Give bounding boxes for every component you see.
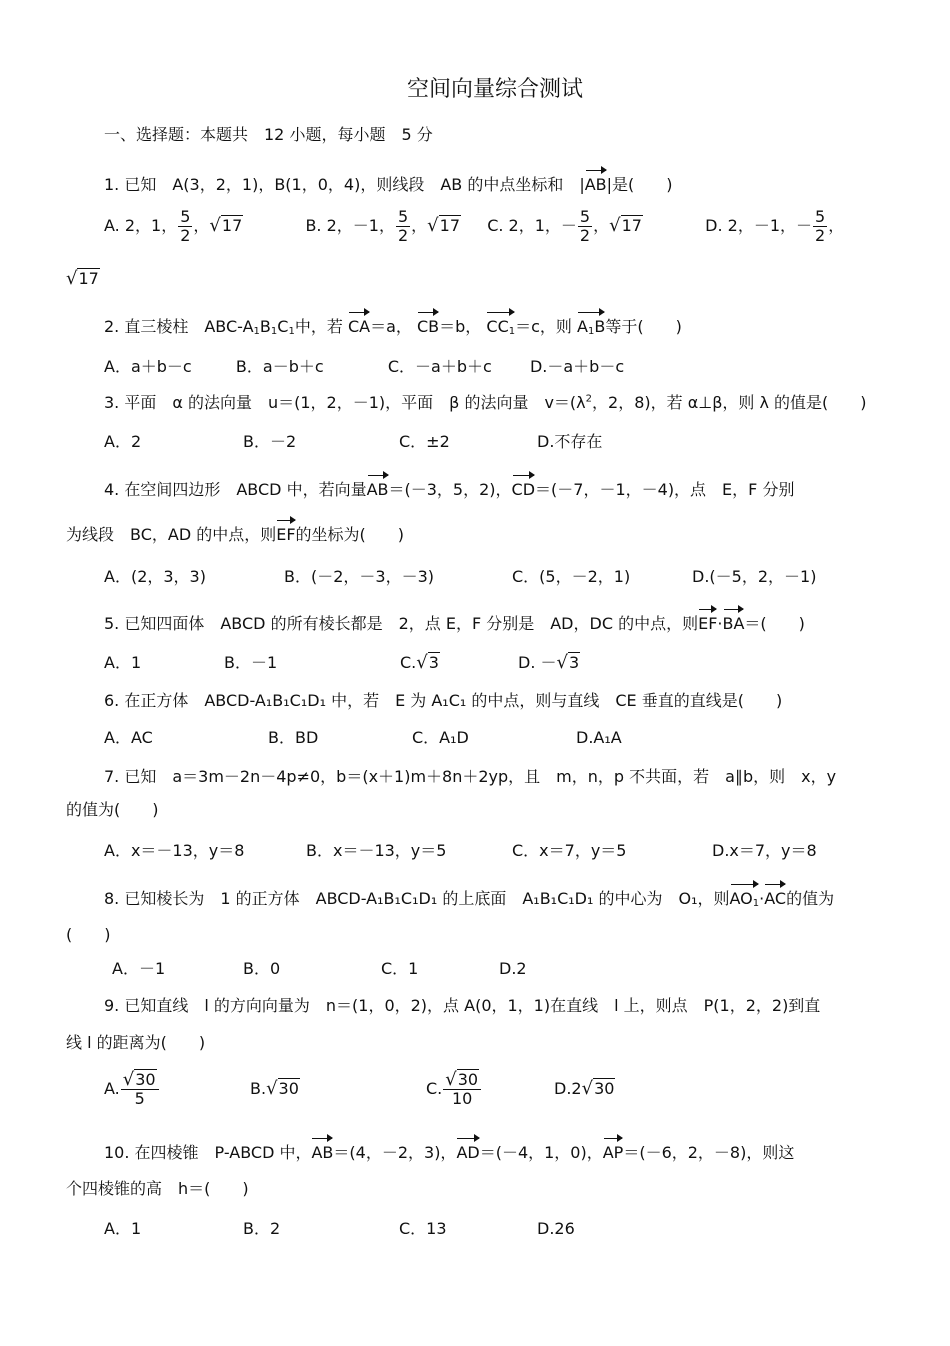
question-2: 2. 直三棱柱 ABC-$A_1B_1C_1$中，若 CA＝a， CB＝b， $CC_1=c$，则 $A_1B$等于( )	[104, 317, 682, 337]
q8-options	[112, 956, 527, 979]
q10-option-d[interactable]: D.26	[537, 1219, 575, 1238]
q7-option-d[interactable]: D.x＝7，y＝8	[712, 841, 817, 860]
q10-options	[104, 1216, 575, 1239]
q4-option-d[interactable]: D.(－5，2，－1)	[692, 567, 817, 586]
question-10: 10. 在四棱锥 P-ABCD 中，AB＝(4，－2，3)，AD＝(－4，1，0)，AP＝(－6，2，－8)，则这	[104, 1143, 795, 1162]
q2-option-b[interactable]: B．a－b＋c	[235, 357, 324, 376]
q4-option-b[interactable]: B．(－2，－3，－3)	[284, 567, 435, 586]
page-title: 空间向量综合测试	[406, 77, 583, 102]
q7-option-c[interactable]: C．x＝7，y＝5	[512, 841, 627, 860]
q2-option-c[interactable]: C．－a＋b＋c	[387, 357, 492, 376]
q10-option-a[interactable]: A．1	[104, 1219, 142, 1238]
q9-option-c[interactable]: C. $\frac{√30}{10}$	[426, 1071, 554, 1108]
question-10-cont: 个四棱锥的高 h＝( )	[66, 1179, 249, 1198]
question-3: 3. 平面 α 的法向量 u＝(1，2，－1)，平面 β 的法向量 $v=(\lambda^2$，2，8)，若 α⊥β，则 λ 的值是( )	[104, 393, 867, 412]
q3-option-c[interactable]: C．±2	[399, 432, 450, 451]
q5-option-c[interactable]: C.√3	[400, 652, 439, 673]
question-6: 6. 在正方体 ABCD-A₁B₁C₁D₁ 中，若 E 为 A₁C₁ 的中点，则与直线 CE 垂直的直线是( )	[104, 691, 783, 710]
q1-option-c[interactable]: C. 2，1，－ $\frac{5}{2}$ ，√17	[487, 207, 642, 245]
q1-option-d[interactable]: D. 2，－1，－ $\frac{5}{2}$ ，	[705, 207, 845, 245]
q6-option-d[interactable]: D.A₁A	[576, 728, 622, 747]
question-8: 8. 已知棱长为 1 的正方体 ABCD-A₁B₁C₁D₁ 的上底面 A₁B₁C₁D₁ 的中心为 O₁，则$AO_1\cdot AC$的值为	[104, 889, 835, 909]
question-4-cont: 为线段 BC，AD 的中点，则EF的坐标为( )	[66, 525, 405, 544]
q5-option-a[interactable]: A．1	[104, 653, 142, 672]
q3-option-a[interactable]: A．2	[104, 432, 142, 451]
q1-option-a[interactable]: A. 2，1， $\frac{5}{2}$ ，√17	[104, 207, 243, 245]
q4-option-a[interactable]: A．(2，3，3)	[104, 567, 206, 586]
q6-option-c[interactable]: C．A₁D	[412, 728, 469, 747]
q3-option-b[interactable]: B．－2	[243, 432, 297, 451]
q7-options	[104, 838, 817, 861]
q7-option-a[interactable]: A．x＝－13，y＝8	[104, 841, 245, 860]
q9-option-b[interactable]: B.√30	[250, 1078, 299, 1099]
question-1: 1. 已知 A(3，2，1)，B(1，0，4)，则线段 AB 的中点坐标和 |AB|是( )	[104, 175, 673, 194]
q6-option-b[interactable]: B．BD	[268, 728, 319, 747]
q1-options	[104, 208, 844, 245]
q6-option-a[interactable]: A．AC	[104, 728, 153, 747]
q7-option-b[interactable]: B．x＝－13，y＝5	[306, 841, 447, 860]
q8-option-c[interactable]: C．1	[381, 959, 419, 978]
q9-option-a[interactable]: A. $\frac{√30}{5}$	[104, 1071, 250, 1108]
q4-options	[104, 564, 816, 587]
question-5: 5. 已知四面体 ABCD 的所有棱长都是 2，点 E，F 分别是 AD，DC 的中点，则EF·BA＝( )	[104, 614, 805, 633]
q8-option-d[interactable]: D.2	[499, 959, 527, 978]
q4-option-c[interactable]: C．(5，－2，1)	[512, 567, 631, 586]
q2-option-a[interactable]: A．a＋b－c	[104, 357, 192, 376]
q2-options	[104, 354, 624, 377]
q5-option-d[interactable]: D. －√3	[518, 652, 580, 673]
question-9-cont: 线 l 的距离为( )	[66, 1033, 206, 1052]
q10-option-b[interactable]: B．2	[243, 1219, 281, 1238]
q1-option-b[interactable]: B. 2，－1， $\frac{5}{2}$ ，√17	[305, 207, 460, 245]
question-7-cont: 的值为( )	[66, 800, 159, 819]
q2-option-d[interactable]: D.－a＋b－c	[529, 357, 625, 376]
q5-options	[104, 650, 580, 673]
question-8-cont: ( )	[66, 925, 111, 944]
question-7: 7. 已知 a＝3m－2n－4p≠0，b＝(x＋1)m＋8n＋2yp，且 m，n，p 不共面，若 a∥b，则 x，y	[104, 767, 837, 786]
section-heading: 一、选择题：本题共 12 小题，每小题 5 分	[104, 125, 433, 144]
q1-option-d-cont: √17	[66, 268, 99, 289]
q5-option-b[interactable]: B．－1	[224, 653, 278, 672]
q9-options	[104, 1066, 615, 1108]
q9-option-d[interactable]: D.2√30	[554, 1078, 615, 1099]
question-9: 9. 已知直线 l 的方向向量为 n＝(1，0，2)，点 A(0，1，1)在直线 l 上，则点 P(1，2，2)到直	[104, 996, 821, 1015]
q3-options	[104, 429, 602, 452]
q3-option-d[interactable]: D.不存在	[537, 432, 603, 451]
q10-option-c[interactable]: C．13	[399, 1219, 447, 1238]
q6-options	[104, 725, 622, 748]
q8-option-a[interactable]: A．－1	[112, 959, 166, 978]
question-4: 4. 在空间四边形 ABCD 中，若向量AB＝(－3，5，2)，CD＝(－7，－1，－4)，点 E，F 分别	[104, 480, 795, 499]
q8-option-b[interactable]: B．0	[243, 959, 281, 978]
